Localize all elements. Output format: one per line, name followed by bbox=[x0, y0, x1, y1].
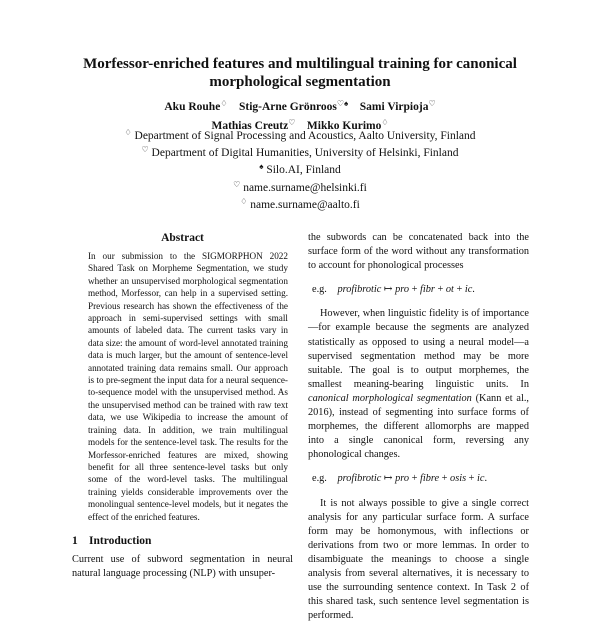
email-text: name.surname@aalto.fi bbox=[250, 199, 360, 211]
affiliation-list bbox=[60, 126, 540, 212]
section-number: 1 bbox=[72, 535, 89, 547]
example-math: profibrotic ↦ pro + fibr + ot + ic. bbox=[337, 284, 474, 295]
author-name: Stig-Arne Grönroos bbox=[239, 101, 337, 113]
email-text: name.surname@helsinki.fi bbox=[243, 182, 367, 194]
morph: ic bbox=[477, 473, 484, 484]
left-column bbox=[72, 232, 293, 581]
author-name: Sami Virpioja bbox=[360, 101, 429, 113]
right-column bbox=[308, 231, 529, 623]
affiliation-mark: ♡ bbox=[233, 180, 240, 189]
section-heading bbox=[72, 535, 293, 547]
example-source: profibrotic bbox=[337, 284, 381, 295]
affiliation-mark: ♡ bbox=[288, 118, 295, 127]
example-label: e.g. bbox=[312, 284, 327, 295]
affiliation-line bbox=[60, 143, 540, 160]
morph: ic bbox=[465, 284, 472, 295]
example-2 bbox=[312, 472, 529, 486]
morph: pro bbox=[395, 284, 409, 295]
affiliation-mark: ♢ bbox=[220, 99, 227, 108]
example-end: . bbox=[472, 284, 475, 295]
paragraph-text: (Kann et al., 2016), instead of segmenting into surface forms of morphemes, the different allomorphs are mapped into a single canonical form, reversing any phonological changes. bbox=[308, 393, 529, 460]
affiliation-mark: ♢ bbox=[124, 128, 131, 137]
affiliation-text: Department of Signal Processing and Acoustics, Aalto University, Finland bbox=[135, 130, 476, 142]
affiliation-mark: ♠ bbox=[259, 162, 263, 171]
abstract-body: In our submission to the SIGMORPHON 2022 Shared Task on Morpheme Segmentation, we study whether an unsupervised morphological segmentation method, Morfessor, can help in a supervised setting. Previous research has shown the effectiveness of the approach in semi-supervised settings with small amounts of labeled data. The current tasks vary in data size: the amount of word-level annotated training data is much larger, but the amount of sentence-level annotated training data remains small. Our approach is to pre-segment the input data for a neural sequence-to-sequence model with the unsupervised method. As the unsupervised method can be trained with raw text data, we use Wikipedia to increase the amount of training data. In addition, we train multilingual models for the sentence-level task. The results for the Morfessor-enriched features are mixed, showing benefit for all three sentence-level tasks but only some of the word-level tasks. The multilingual training yields considerable improvements over the monolingual sentence-level models, but it negates the effect of the enriched features. bbox=[88, 250, 288, 523]
body-paragraph: the subwords can be concatenated back into the surface form of the word without any transformation to account for phonological processes bbox=[308, 231, 529, 273]
maps-to-symbol: ↦ bbox=[384, 473, 393, 484]
morph: fibre bbox=[420, 473, 439, 484]
maps-to-symbol: ↦ bbox=[384, 284, 393, 295]
affiliation-mark: ♡ bbox=[142, 145, 149, 154]
example-label: e.g. bbox=[312, 473, 327, 484]
body-paragraph: It is not always possible to give a single correct analysis for any particular surface form. A surface form may be homonymous, with inflections or derivations from two or more lemmas. In order to disambiguate the meanings to choose a single analysis from several alternatives, it is necessary to use the surrounding sentence context. In Task 2 of this shared task, such sentence level segmentation is performed. bbox=[308, 497, 529, 623]
affiliation-mark: ♡♠ bbox=[337, 99, 348, 108]
example-1 bbox=[312, 283, 529, 297]
paper-title bbox=[60, 55, 540, 91]
author-name: Mathias Creutz bbox=[211, 120, 288, 132]
affiliation-mark: ♡ bbox=[428, 99, 435, 108]
morph: ot bbox=[446, 284, 454, 295]
affiliation-mark: ♢ bbox=[381, 118, 388, 127]
affiliation-line bbox=[60, 178, 540, 195]
term-emphasis: canonical morphological segmentation bbox=[308, 393, 472, 404]
paragraph-text: However, when linguistic fidelity is of importance—for example because the segments are analyzed statistically as opposed to using a neural model—a supervised segmentation method may be more suitable. The goal is to output morphemes, the smallest meaning-bearing linguistic units. In bbox=[308, 308, 529, 389]
intro-paragraph: Current use of subword segmentation in neural natural language processing (NLP) with unsuper- bbox=[72, 553, 293, 581]
title-line-2: morphological segmentation bbox=[60, 73, 540, 91]
affiliation-line bbox=[60, 195, 540, 212]
body-paragraph bbox=[308, 307, 529, 462]
example-math: profibrotic ↦ pro + fibre + osis + ic. bbox=[337, 473, 487, 484]
morph: pro bbox=[395, 473, 409, 484]
affiliation-line bbox=[60, 160, 540, 177]
affiliation-mark: ♢ bbox=[240, 197, 247, 206]
affiliation-line bbox=[60, 126, 540, 143]
affiliation-text: Department of Digital Humanities, University of Helsinki, Finland bbox=[152, 147, 459, 159]
morph: osis bbox=[450, 473, 466, 484]
abstract-heading: Abstract bbox=[72, 232, 293, 244]
affiliation-text: Silo.AI, Finland bbox=[266, 164, 340, 176]
author-line-1 bbox=[60, 96, 540, 115]
example-end: . bbox=[484, 473, 487, 484]
example-source: profibrotic bbox=[337, 473, 381, 484]
title-line-1: Morfessor-enriched features and multilingual training for canonical bbox=[60, 55, 540, 73]
morph: fibr bbox=[420, 284, 435, 295]
author-name: Aku Rouhe bbox=[164, 101, 220, 113]
author-name: Mikko Kurimo bbox=[307, 120, 381, 132]
section-title: Introduction bbox=[89, 535, 151, 547]
